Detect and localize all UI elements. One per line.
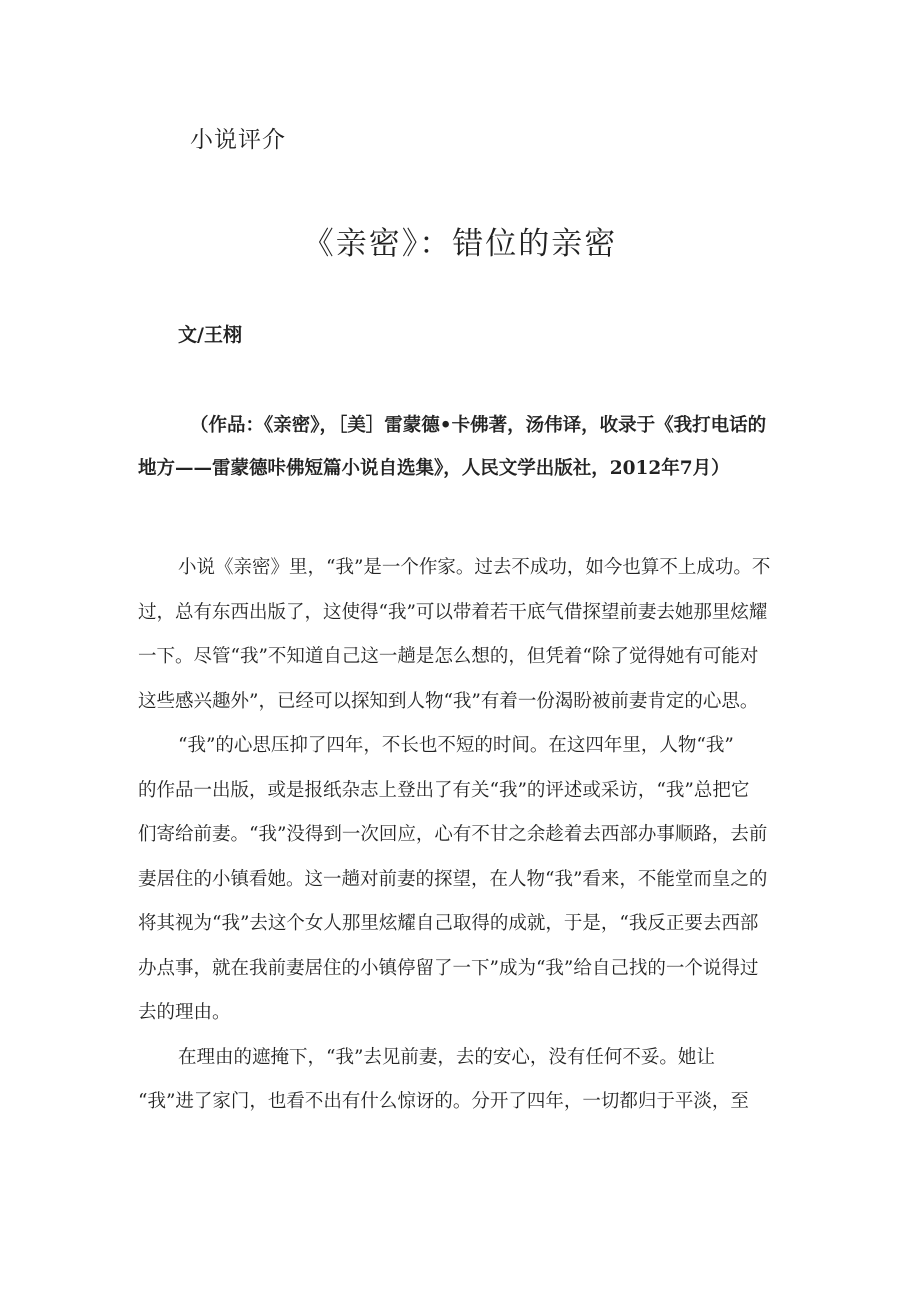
citation-block [138, 404, 798, 490]
text-line: 将其视为“我”去这个女人那里炫耀自己取得的成就，于是，“我反正要去西部 [138, 913, 759, 934]
text-line: 们寄给前妻。“我”没得到一次回应，心有不甘之余趁着去西部办事顺路，去前 [138, 824, 768, 845]
text-line: “我”的心思压抑了四年，不长也不短的时间。在这四年里，人物“我” [178, 735, 734, 756]
text-line: 去的理由。 [138, 1002, 231, 1023]
text-line: 的作品一出版，或是报纸杂志上登出了有关“我”的评述或采访，“我”总把它 [138, 779, 750, 801]
article-title: 《亲密》：错位的亲密 [302, 226, 618, 262]
text-line: 妻居住的小镇看她。这一趟对前妻的探望，在人物“我”看来，不能堂而皇之的 [138, 868, 768, 890]
paragraph-1 [138, 546, 798, 724]
text-line: 一下。尽管“我”不知道自己这一趟是怎么想的，但凭着“除了觉得她有可能对 [138, 646, 759, 667]
text-line: 在理由的遮掩下，“我”去见前妻，去的安心，没有任何不妥。她让 [178, 1046, 715, 1068]
text-line: 这些感兴趣外”，已经可以探知到人物“我”有着一份渴盼被前妻肯定的心思。 [138, 690, 759, 712]
paragraph-2 [138, 724, 798, 1036]
text-line: “我”进了家门，也看不出有什么惊讶的。分开了四年，一切都归于平淡，至 [138, 1091, 749, 1112]
text-line: 小说《亲密》里，“我”是一个作家。过去不成功，如今也算不上成功。不 [178, 557, 771, 578]
citation-line: 地方——雷蒙德咔佛短篇小说自选集》，人民文学出版社，2012年7月） [138, 458, 730, 479]
citation-line: （作品：《亲密》，［美］雷蒙德•卡佛著，汤伟译，收录于《我打电话的 [190, 415, 767, 436]
text-line: 过，总有东西出版了，这使得“我”可以带着若干底气借探望前妻去她那里炫耀 [138, 601, 768, 623]
author-byline: 文/王栩 [178, 324, 242, 346]
article-body [138, 546, 798, 1125]
section-label: 小说评介 [190, 127, 286, 153]
paragraph-3 [138, 1036, 798, 1125]
text-line: 办点事，就在我前妻居住的小镇停留了一下”成为“我”给自己找的一个说得过 [138, 957, 759, 979]
